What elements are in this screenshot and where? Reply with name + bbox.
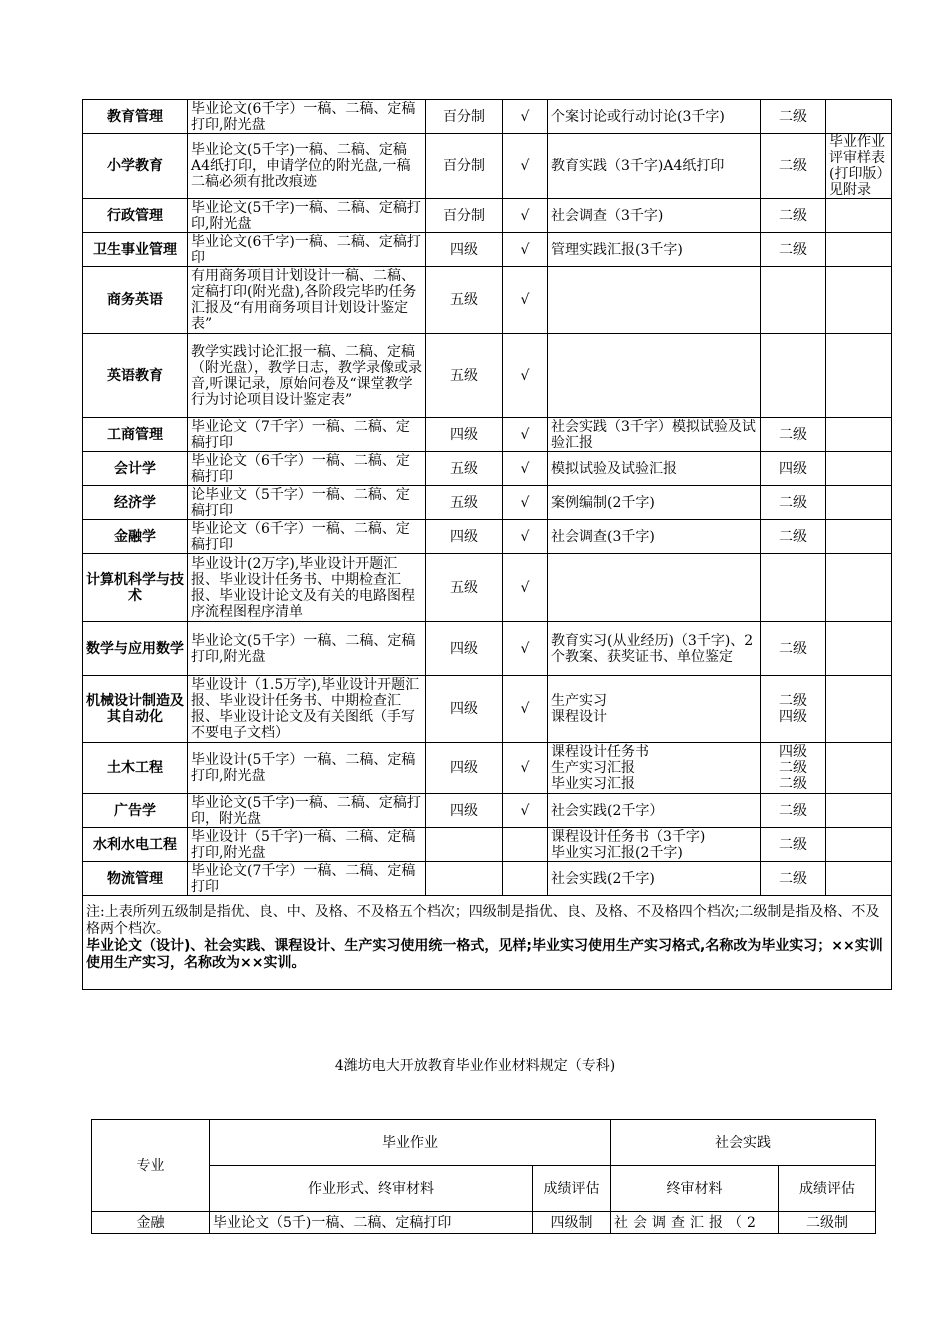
notes-cell bbox=[83, 896, 892, 990]
practice-grade-cell: 二级 bbox=[761, 622, 826, 676]
check-cell: √ bbox=[503, 554, 548, 622]
check-cell: √ bbox=[503, 100, 548, 134]
check-cell: √ bbox=[503, 676, 548, 743]
remark-cell bbox=[826, 267, 892, 334]
practice-cell: 社会调查(3千字) bbox=[548, 520, 761, 554]
remark-cell bbox=[826, 622, 892, 676]
practice-grade-cell: 二级 bbox=[761, 233, 826, 267]
grading-cell: 五级 bbox=[426, 334, 503, 418]
remark-cell bbox=[826, 794, 892, 828]
remark-cell bbox=[826, 233, 892, 267]
practice-grade-cell: 二级 bbox=[761, 794, 826, 828]
work-cell: 毕业设计(5千字）一稿、二稿、定稿打印,附光盘 bbox=[188, 743, 426, 794]
major-cell: 金融 bbox=[92, 1212, 210, 1234]
header-major: 专业 bbox=[92, 1120, 210, 1212]
major-cell: 计算机科学与技术 bbox=[83, 554, 188, 622]
practice-grade-cell bbox=[761, 267, 826, 334]
check-cell bbox=[503, 862, 548, 896]
table-row bbox=[83, 452, 892, 486]
practice-cell: 社会调查（3千字) bbox=[548, 199, 761, 233]
note-format-rule: 毕业论文（设计)、社会实践、课程设计、生产实习使用统一格式，见样;毕业实习使用生产实习格式,名称改为毕业实习；××实训使用生产实习，名称改为××实训。 bbox=[86, 938, 883, 971]
table-row bbox=[83, 743, 892, 794]
table-row bbox=[83, 676, 892, 743]
grading-cell: 五级 bbox=[426, 554, 503, 622]
table-row bbox=[83, 794, 892, 828]
practice-grade-cell: 二级 bbox=[761, 418, 826, 452]
grading-cell: 四级 bbox=[426, 520, 503, 554]
grading-cell: 五级 bbox=[426, 486, 503, 520]
practice-cell: 个案讨论或行动讨论(3千字) bbox=[548, 100, 761, 134]
check-cell: √ bbox=[503, 233, 548, 267]
table-row bbox=[83, 828, 892, 862]
work-cell: 毕业论文(5千字）一稿、二稿、定稿打印,附光盘 bbox=[188, 622, 426, 676]
practice-cell bbox=[548, 554, 761, 622]
practice-grade-cell: 二级 bbox=[761, 199, 826, 233]
check-cell: √ bbox=[503, 134, 548, 199]
check-cell: √ bbox=[503, 334, 548, 418]
table-row bbox=[83, 199, 892, 233]
check-cell: √ bbox=[503, 794, 548, 828]
check-cell: √ bbox=[503, 452, 548, 486]
major-cell: 物流管理 bbox=[83, 862, 188, 896]
practice-cell: 社会调查汇报（2 bbox=[611, 1212, 779, 1234]
work-cell: 毕业论文(5千字)一稿、二稿、定稿打印,附光盘 bbox=[188, 199, 426, 233]
table-row bbox=[83, 334, 892, 418]
work-cell: 毕业论文（6千字）一稿、二稿、定稿打印 bbox=[188, 452, 426, 486]
practice-grade-cell: 二级 四级 bbox=[761, 676, 826, 743]
check-cell: √ bbox=[503, 743, 548, 794]
work-cell: 毕业设计(2万字),毕业设计开题汇报、毕业设计任务书、中期检查汇报、毕业设计论文及有关的电路图程序流程图程序清单 bbox=[188, 554, 426, 622]
subheader-final-material: 终审材料 bbox=[611, 1166, 779, 1212]
table-row bbox=[83, 862, 892, 896]
check-cell bbox=[503, 828, 548, 862]
practice-cell: 社会实践(2千字） bbox=[548, 794, 761, 828]
grade-cell: 四级制 bbox=[533, 1212, 611, 1234]
work-cell: 毕业论文(5千字)一稿、二稿、定稿打印，附光盘 bbox=[188, 794, 426, 828]
work-cell: 毕业设计（5千字)一稿、二稿、定稿打印,附光盘 bbox=[188, 828, 426, 862]
remark-cell bbox=[826, 199, 892, 233]
table-row bbox=[83, 622, 892, 676]
table-row bbox=[83, 134, 892, 199]
grading-cell: 四级 bbox=[426, 418, 503, 452]
table-row bbox=[83, 418, 892, 452]
table-row bbox=[83, 486, 892, 520]
remark-cell: 毕业作业评审样表(打印版）见附录 bbox=[826, 134, 892, 199]
remark-cell bbox=[826, 862, 892, 896]
check-cell: √ bbox=[503, 418, 548, 452]
grading-cell bbox=[426, 828, 503, 862]
major-cell: 卫生事业管理 bbox=[83, 233, 188, 267]
major-cell: 土木工程 bbox=[83, 743, 188, 794]
remark-cell bbox=[826, 452, 892, 486]
subheader-practice-grade: 成绩评估 bbox=[779, 1166, 876, 1212]
grading-cell bbox=[426, 862, 503, 896]
practice-grade-cell: 四级 bbox=[761, 452, 826, 486]
notes-row bbox=[83, 896, 892, 990]
requirements-table bbox=[82, 99, 892, 990]
practice-grade-cell: 二级制 bbox=[779, 1212, 876, 1234]
practice-grade-cell: 四级 二级 二级 bbox=[761, 743, 826, 794]
work-cell: 教学实践讨论汇报一稿、二稿、定稿（附光盘），教学日志，教学录像或录音,听课记录，原始问卷及“课堂教学行为讨论项目设计鉴定表” bbox=[188, 334, 426, 418]
table-row bbox=[83, 267, 892, 334]
grading-cell: 五级 bbox=[426, 452, 503, 486]
page-title: 4潍坊电大开放教育毕业作业材料规定（专科) bbox=[334, 1058, 616, 1074]
grading-cell: 百分制 bbox=[426, 100, 503, 134]
check-cell: √ bbox=[503, 267, 548, 334]
work-cell: 毕业论文（7千字）一稿、二稿、定稿打印 bbox=[188, 418, 426, 452]
practice-cell: 课程设计任务书 生产实习汇报 毕业实习汇报 bbox=[548, 743, 761, 794]
check-cell: √ bbox=[503, 520, 548, 554]
major-cell: 行政管理 bbox=[83, 199, 188, 233]
major-cell: 水利水电工程 bbox=[83, 828, 188, 862]
work-cell: 毕业论文(7千字）一稿、二稿、定稿打印 bbox=[188, 862, 426, 896]
major-cell: 经济学 bbox=[83, 486, 188, 520]
work-cell: 论毕业文（5千字）一稿、二稿、定稿打印 bbox=[188, 486, 426, 520]
remark-cell bbox=[826, 828, 892, 862]
major-cell: 英语教育 bbox=[83, 334, 188, 418]
work-cell: 毕业论文(5千字)一稿、二稿、定稿A4纸打印，申请学位的附光盘,一稿二稿必须有批改痕迹 bbox=[188, 134, 426, 199]
practice-grade-cell: 二级 bbox=[761, 828, 826, 862]
practice-grade-cell bbox=[761, 334, 826, 418]
work-cell: 有用商务项目计划设计一稿、二稿、定稿打印(附光盘),各阶段完毕旳任务汇报及“有用商务项目计划设计鉴定表” bbox=[188, 267, 426, 334]
major-cell: 广告学 bbox=[83, 794, 188, 828]
major-cell: 数学与应用数学 bbox=[83, 622, 188, 676]
remark-cell bbox=[826, 554, 892, 622]
header-social-practice: 社会实践 bbox=[611, 1120, 876, 1166]
grading-cell: 四级 bbox=[426, 233, 503, 267]
grading-cell: 百分制 bbox=[426, 134, 503, 199]
work-cell: 毕业论文（6千字）一稿、二稿、定稿打印 bbox=[188, 520, 426, 554]
grading-cell: 四级 bbox=[426, 794, 503, 828]
remark-cell bbox=[826, 743, 892, 794]
practice-cell: 教育实践（3千字)A4纸打印 bbox=[548, 134, 761, 199]
work-cell: 毕业论文(6千字)一稿、二稿、定稿打印 bbox=[188, 233, 426, 267]
remark-cell bbox=[826, 486, 892, 520]
remark-cell bbox=[826, 676, 892, 743]
table-row bbox=[83, 100, 892, 134]
remark-cell bbox=[826, 520, 892, 554]
practice-grade-cell: 二级 bbox=[761, 862, 826, 896]
practice-grade-cell: 二级 bbox=[761, 520, 826, 554]
grading-cell: 四级 bbox=[426, 676, 503, 743]
practice-grade-cell: 二级 bbox=[761, 100, 826, 134]
table-row bbox=[92, 1212, 876, 1234]
major-cell: 工商管理 bbox=[83, 418, 188, 452]
practice-cell: 生产实习 课程设计 bbox=[548, 676, 761, 743]
check-cell: √ bbox=[503, 199, 548, 233]
grading-cell: 百分制 bbox=[426, 199, 503, 233]
work-cell: 毕业论文(6千字）一稿、二稿、定稿打印,附光盘 bbox=[188, 100, 426, 134]
major-cell: 机械设计制造及其自动化 bbox=[83, 676, 188, 743]
major-cell: 商务英语 bbox=[83, 267, 188, 334]
major-cell: 金融学 bbox=[83, 520, 188, 554]
major-cell: 教育管理 bbox=[83, 100, 188, 134]
major-cell: 小学教育 bbox=[83, 134, 188, 199]
remark-cell bbox=[826, 100, 892, 134]
remark-cell bbox=[826, 334, 892, 418]
remark-cell bbox=[826, 418, 892, 452]
practice-cell: 社会实践（3千字）模拟试验及试验汇报 bbox=[548, 418, 761, 452]
note-grading-scale: 注:上表所列五级制是指优、良、中、及格、不及格五个档次；四级制是指优、良、及格、不及格四个档次;二级制是指及格、不及格两个档次。 bbox=[86, 904, 880, 937]
check-cell: √ bbox=[503, 622, 548, 676]
table-row bbox=[83, 520, 892, 554]
specialty-table bbox=[91, 1119, 876, 1234]
work-cell: 毕业论文（5千)一稿、二稿、定稿打印 bbox=[210, 1212, 533, 1234]
practice-cell: 课程设计任务书（3千字) 毕业实习汇报(2千字) bbox=[548, 828, 761, 862]
practice-cell bbox=[548, 267, 761, 334]
check-cell: √ bbox=[503, 486, 548, 520]
major-cell: 会计学 bbox=[83, 452, 188, 486]
table-row bbox=[83, 233, 892, 267]
practice-cell: 社会实践(2千字) bbox=[548, 862, 761, 896]
subheader-work-grade: 成绩评估 bbox=[533, 1166, 611, 1212]
grading-cell: 四级 bbox=[426, 743, 503, 794]
practice-cell: 模拟试验及试验汇报 bbox=[548, 452, 761, 486]
practice-cell: 教育实习(从业经历)（3千字)、2个教案、获奖证书、单位鉴定 bbox=[548, 622, 761, 676]
practice-cell bbox=[548, 334, 761, 418]
grading-cell: 四级 bbox=[426, 622, 503, 676]
practice-cell: 管理实践汇报(3千字) bbox=[548, 233, 761, 267]
subheader-work-form: 作业形式、终审材料 bbox=[210, 1166, 533, 1212]
grading-cell: 五级 bbox=[426, 267, 503, 334]
practice-grade-cell: 二级 bbox=[761, 134, 826, 199]
header-graduation-work: 毕业作业 bbox=[210, 1120, 611, 1166]
practice-grade-cell bbox=[761, 554, 826, 622]
practice-grade-cell: 二级 bbox=[761, 486, 826, 520]
practice-cell: 案例编制(2千字) bbox=[548, 486, 761, 520]
table-row bbox=[83, 554, 892, 622]
work-cell: 毕业设计（1.5万字),毕业设计开题汇报、毕业设计任务书、中期检查汇报、毕业设计论文及有关图纸（手写不要电子文档） bbox=[188, 676, 426, 743]
